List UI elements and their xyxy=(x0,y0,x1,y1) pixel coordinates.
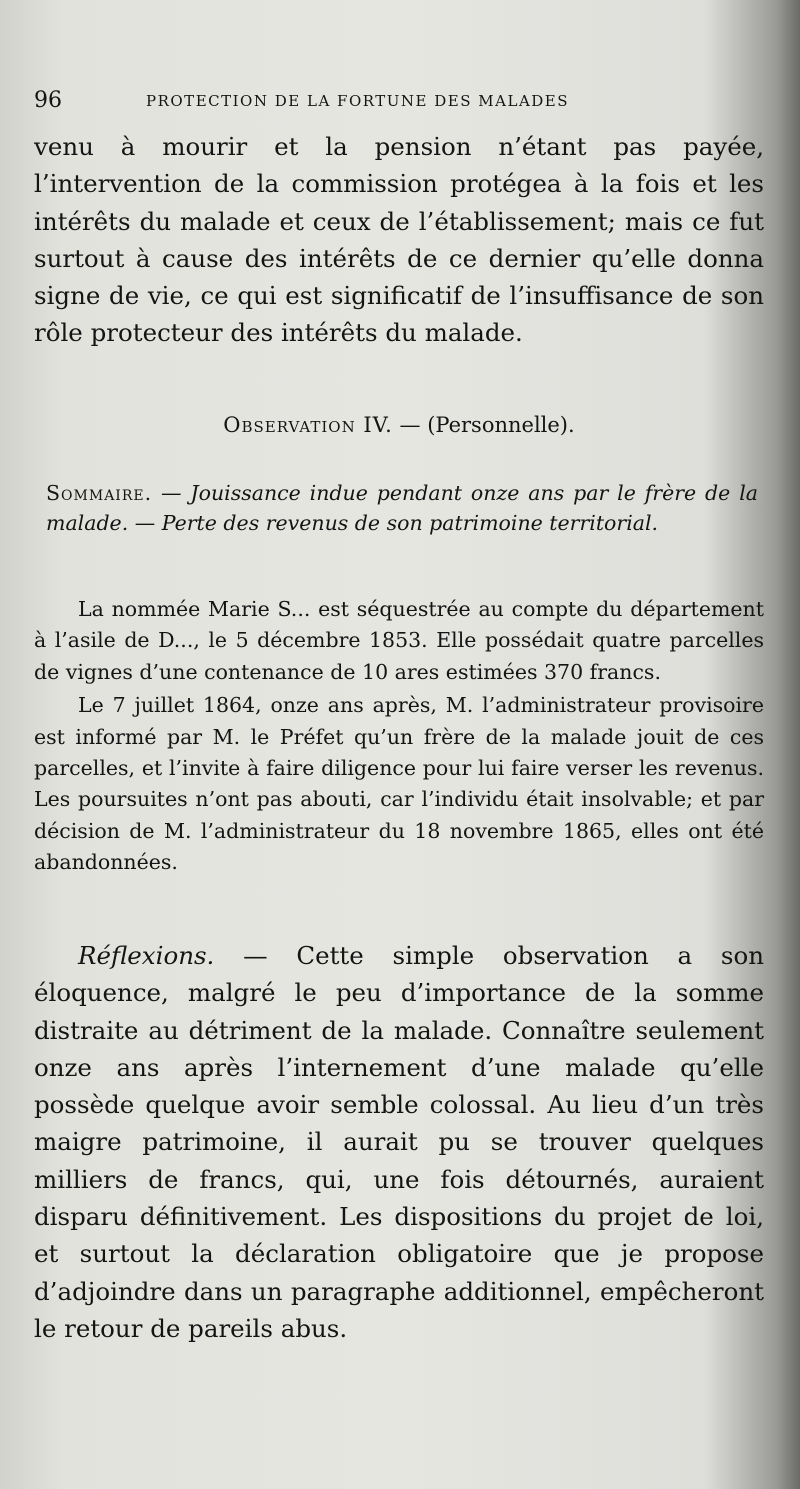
observation-label: Observation IV. xyxy=(223,413,393,437)
page-number: 96 xyxy=(34,88,62,113)
page-header xyxy=(34,88,764,116)
observation-heading xyxy=(34,413,764,437)
running-title: PROTECTION DE LA FORTUNE DES MALADES xyxy=(146,92,570,110)
opening-paragraph-block xyxy=(34,128,764,352)
case-paragraph-1: La nommée Marie S... est séquestrée au compte du département à l’asile de D..., le 5 décembre 1853. Elle possédait quatre parcelles de vignes d’une contenance de 10 ares estimées 370 francs. xyxy=(34,597,764,684)
case-paragraphs-block xyxy=(34,594,764,879)
observation-suffix: — (Personnelle). xyxy=(399,413,575,437)
summary-block xyxy=(46,478,758,538)
reflections-block xyxy=(34,937,764,1347)
reflections-heading: Réflexions. xyxy=(78,941,215,970)
summary-text: — Jouissance indue pendant onze ans par le frère de la malade. — Perte des revenus de son patrimoine territorial. xyxy=(46,481,758,535)
case-paragraph-2: Le 7 juillet 1864, onze ans après, M. l’administrateur provisoire est informé par M. le Préfet qu’un frère de la malade jouit de ces parcelles, et l’invite à faire diligence pour lui faire verser les revenus. Les poursuites n’ont pas abouti, car l’individu était insolvable; et par décision de M. l’administrateur du 18 novembre 1865, elles ont été abandonnées. xyxy=(34,693,764,875)
summary-label: Sommaire. xyxy=(46,481,153,505)
reflections-text: — Cette simple observation a son éloquence, malgré le peu d’importance de la somme distraite au détriment de la malade. Connaître seulement onze ans après l’internement d’une malade qu’elle possède quelque avoir semble colossal. Au lieu d’un très maigre patrimoine, il aurait pu se trouver quelques milliers de francs, qui, une fois détournés, auraient disparu définitivement. Les dispositions du projet de loi, et surtout la déclaration obligatoire que je propose d’adjoindre dans un paragraphe additionnel, empêcheront le retour de pareils abus. xyxy=(34,941,764,1343)
opening-paragraph: venu à mourir et la pension n’étant pas payée, l’intervention de la commission protégea à la fois et les intérêts du malade et ceux de l’établissement; mais ce fut surtout à cause des intérêts de ce dernier qu’elle donna signe de vie, ce qui est significatif de l’insuffisance de son rôle protecteur des intérêts du malade. xyxy=(34,132,764,348)
